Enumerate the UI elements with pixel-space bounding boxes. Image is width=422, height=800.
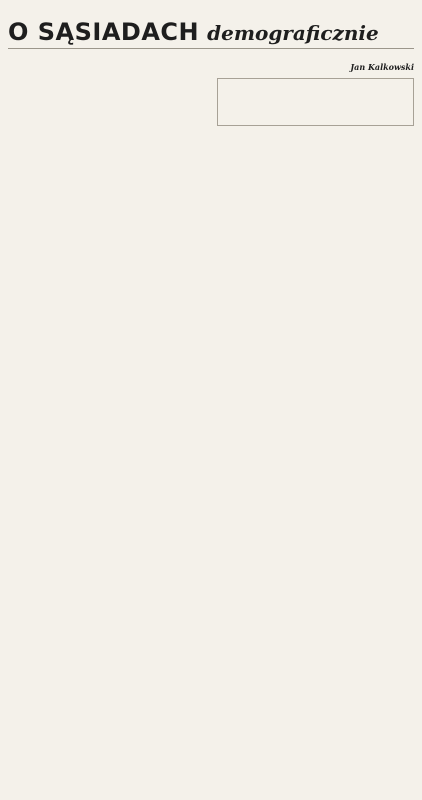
related-box <box>217 78 414 126</box>
author-byline: Jan Kalkowski <box>350 62 414 72</box>
article-header <box>8 10 414 49</box>
headline-script: demograficznie <box>207 21 379 45</box>
right-column <box>217 57 414 787</box>
headline-main: O SĄSIADACH <box>8 18 200 46</box>
left-column <box>8 57 205 787</box>
article-columns <box>8 57 414 787</box>
